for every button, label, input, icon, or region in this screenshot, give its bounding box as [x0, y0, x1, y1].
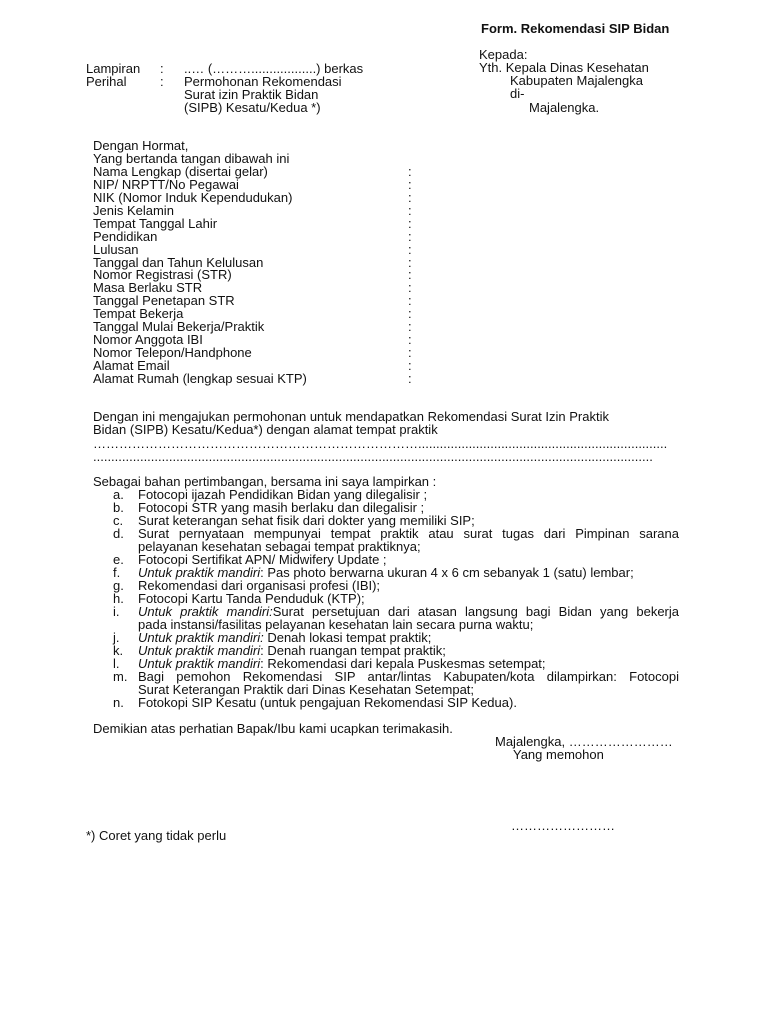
- place-date: Majalengka, ……………………: [495, 734, 673, 749]
- item-text: Fotocopi Kartu Tanda Penduduk (KTP);: [138, 591, 365, 606]
- identity-field: Tempat Bekerja :: [93, 306, 412, 321]
- item-text-rest: : Denah ruangan tempat praktik;: [260, 643, 446, 658]
- item-text: Fotokopi SIP Kesatu (untuk pengajuan Rekomendasi SIP Kedua).: [138, 695, 517, 710]
- field-label: Masa Berlaku STR: [93, 280, 203, 295]
- signature-name-line: ……………………: [511, 818, 615, 833]
- item-letter: a.: [113, 487, 124, 502]
- identity-field: Nomor Registrasi (STR) :: [93, 267, 412, 282]
- item-letter: g.: [113, 578, 124, 593]
- item-text-line: Bagi pemohon Rekomendasi SIP antar/lintas Kabupaten/kota dilampirkan: Fotocopi: [138, 669, 679, 684]
- item-letter: l.: [113, 656, 120, 671]
- item-text-rest: Denah lokasi tempat praktik;: [263, 630, 432, 645]
- item-text: Surat keterangan sehat fisik dari dokter yang memiliki SIP;: [138, 513, 475, 528]
- identity-field: Masa Berlaku STR :: [93, 280, 412, 295]
- identity-field: Nama Lengkap (disertai gelar) :: [93, 164, 412, 179]
- field-label: Nomor Telepon/Handphone: [93, 345, 252, 360]
- field-label: Nama Lengkap (disertai gelar): [93, 164, 268, 179]
- item-letter: b.: [113, 500, 124, 515]
- identity-field: Nomor Anggota IBI :: [93, 332, 412, 347]
- item-text: Fotocopi ijazah Pendidikan Bidan yang dilegalisir ;: [138, 487, 428, 502]
- item-italic: Untuk praktik mandiri: [138, 565, 261, 580]
- field-label: Tanggal Penetapan STR: [93, 293, 235, 308]
- field-label: Tempat Tanggal Lahir: [93, 216, 218, 231]
- item-letter: e.: [113, 552, 124, 567]
- identity-field: Pendidikan :: [93, 229, 412, 244]
- lampiran-colon: :: [160, 61, 164, 76]
- identity-field: Nomor Telepon/Handphone :: [93, 345, 412, 360]
- identity-field: Alamat Email :: [93, 358, 412, 373]
- field-label: NIP/ NRPTT/No Pegawai: [93, 177, 239, 192]
- field-label: Lulusan: [93, 242, 139, 257]
- item-italic: Untuk praktik mandiri: [138, 656, 261, 671]
- item-italic: Untuk praktik mandiri:: [138, 604, 273, 619]
- recipient-line: Kabupaten Majalengka: [510, 73, 643, 88]
- field-label: Tanggal Mulai Bekerja/Praktik: [93, 319, 265, 334]
- item-text: Fotocopi Sertifikat APN/ Midwifery Update ;: [138, 552, 387, 567]
- item-text-line: Surat pernyataan mempunyai tempat praktik atau surat tugas dari Pimpinan sarana: [138, 526, 679, 541]
- field-label: Tanggal dan Tahun Kelulusan: [93, 255, 264, 270]
- item-text-line: Surat Keterangan Praktik dari Dinas Kesehatan Setempat;: [138, 682, 475, 697]
- perihal-value: Permohonan Rekomendasi: [184, 74, 342, 89]
- lampiran-label: Lampiran: [86, 61, 141, 76]
- field-label: Pendidikan: [93, 229, 158, 244]
- item-letter: n.: [113, 695, 124, 710]
- identity-field: Jenis Kelamin :: [93, 203, 412, 218]
- recipient-line: Majalengka.: [529, 100, 600, 115]
- item-letter: i.: [113, 604, 120, 619]
- item-letter: d.: [113, 526, 124, 541]
- identity-field: Tanggal Penetapan STR :: [93, 293, 412, 308]
- item-italic: Untuk praktik mandiri:: [138, 630, 264, 645]
- field-label: Jenis Kelamin: [93, 203, 174, 218]
- salutation: Dengan Hormat,: [93, 138, 189, 153]
- item-text-rest: : Rekomendasi dari kepala Puskesmas setempat;: [260, 656, 546, 671]
- item-letter: f.: [113, 565, 121, 580]
- perihal-value: (SIPB) Kesatu/Kedua *): [184, 100, 321, 115]
- identity-field: NIK (Nomor Induk Kependudukan) :: [93, 190, 412, 205]
- item-letter: k.: [113, 643, 124, 658]
- perihal-label: Perihal: [86, 74, 127, 89]
- address-blank-line: ...........................................................................................................................................................: [93, 450, 653, 463]
- identity-field: Alamat Rumah (lengkap sesuai KTP) :: [93, 371, 412, 386]
- signature-label: Yang memohon: [513, 747, 604, 762]
- item-text-line: pada instansi/fasilitas pelayanan kesehatan lain secara purna waktu;: [138, 617, 534, 632]
- attachments-intro: Sebagai bahan pertimbangan, bersama ini saya lampirkan :: [93, 474, 437, 489]
- item-text: Fotocopi STR yang masih berlaku dan dilegalisir ;: [138, 500, 425, 515]
- field-label: Alamat Rumah (lengkap sesuai KTP): [93, 371, 307, 386]
- item-text-rest: : Pas photo berwarna ukuran 4 x 6 cm sebanyak 1 (satu) lembar;: [260, 565, 634, 580]
- recipient-line: Yth. Kepala Dinas Kesehatan: [479, 60, 649, 75]
- footnote: *) Coret yang tidak perlu: [86, 828, 227, 843]
- identity-field: Lulusan :: [93, 242, 412, 257]
- lampiran-value: ..… (………..................) berkas: [184, 61, 364, 76]
- intro-text: Yang bertanda tangan dibawah ini: [93, 151, 290, 166]
- perihal-value: Surat izin Praktik Bidan: [184, 87, 319, 102]
- item-letter: j.: [113, 630, 120, 645]
- item-letter: c.: [113, 513, 124, 528]
- field-label: Nomor Anggota IBI: [93, 332, 203, 347]
- field-label: Tempat Bekerja: [93, 306, 184, 321]
- request-line: Dengan ini mengajukan permohonan untuk mendapatkan Rekomendasi Surat Izin Praktik: [93, 409, 609, 424]
- address-blank-line: ………………………………………………………………….....................................................................: [93, 437, 668, 450]
- perihal-colon: :: [160, 74, 164, 89]
- form-title: Form. Rekomendasi SIP Bidan: [481, 21, 670, 36]
- item-letter: h.: [113, 591, 124, 606]
- identity-field: Tanggal dan Tahun Kelulusan :: [93, 255, 412, 270]
- closing-text: Demikian atas perhatian Bapak/Ibu kami ucapkan terimakasih.: [93, 721, 453, 736]
- recipient-line: di-: [510, 86, 525, 101]
- item-text-line: pelayanan kesehatan sebagai tempat praktiknya;: [138, 539, 421, 554]
- field-label: Alamat Email: [93, 358, 170, 373]
- field-label: Nomor Registrasi (STR): [93, 267, 232, 282]
- field-label: NIK (Nomor Induk Kependudukan): [93, 190, 293, 205]
- recipient-line: Kepada:: [479, 47, 528, 62]
- request-line: Bidan (SIPB) Kesatu/Kedua*) dengan alamat tempat praktik: [93, 422, 438, 437]
- item-letter: m.: [113, 669, 128, 684]
- identity-field: NIP/ NRPTT/No Pegawai :: [93, 177, 412, 192]
- item-text-rest: Surat persetujuan dari atasan langsung bagi Bidan yang bekerja: [272, 604, 679, 619]
- item-text: Rekomendasi dari organisasi profesi (IBI);: [138, 578, 381, 593]
- identity-field: Tanggal Mulai Bekerja/Praktik :: [93, 319, 412, 334]
- identity-field: Tempat Tanggal Lahir :: [93, 216, 412, 231]
- item-italic: Untuk praktik mandiri: [138, 643, 261, 658]
